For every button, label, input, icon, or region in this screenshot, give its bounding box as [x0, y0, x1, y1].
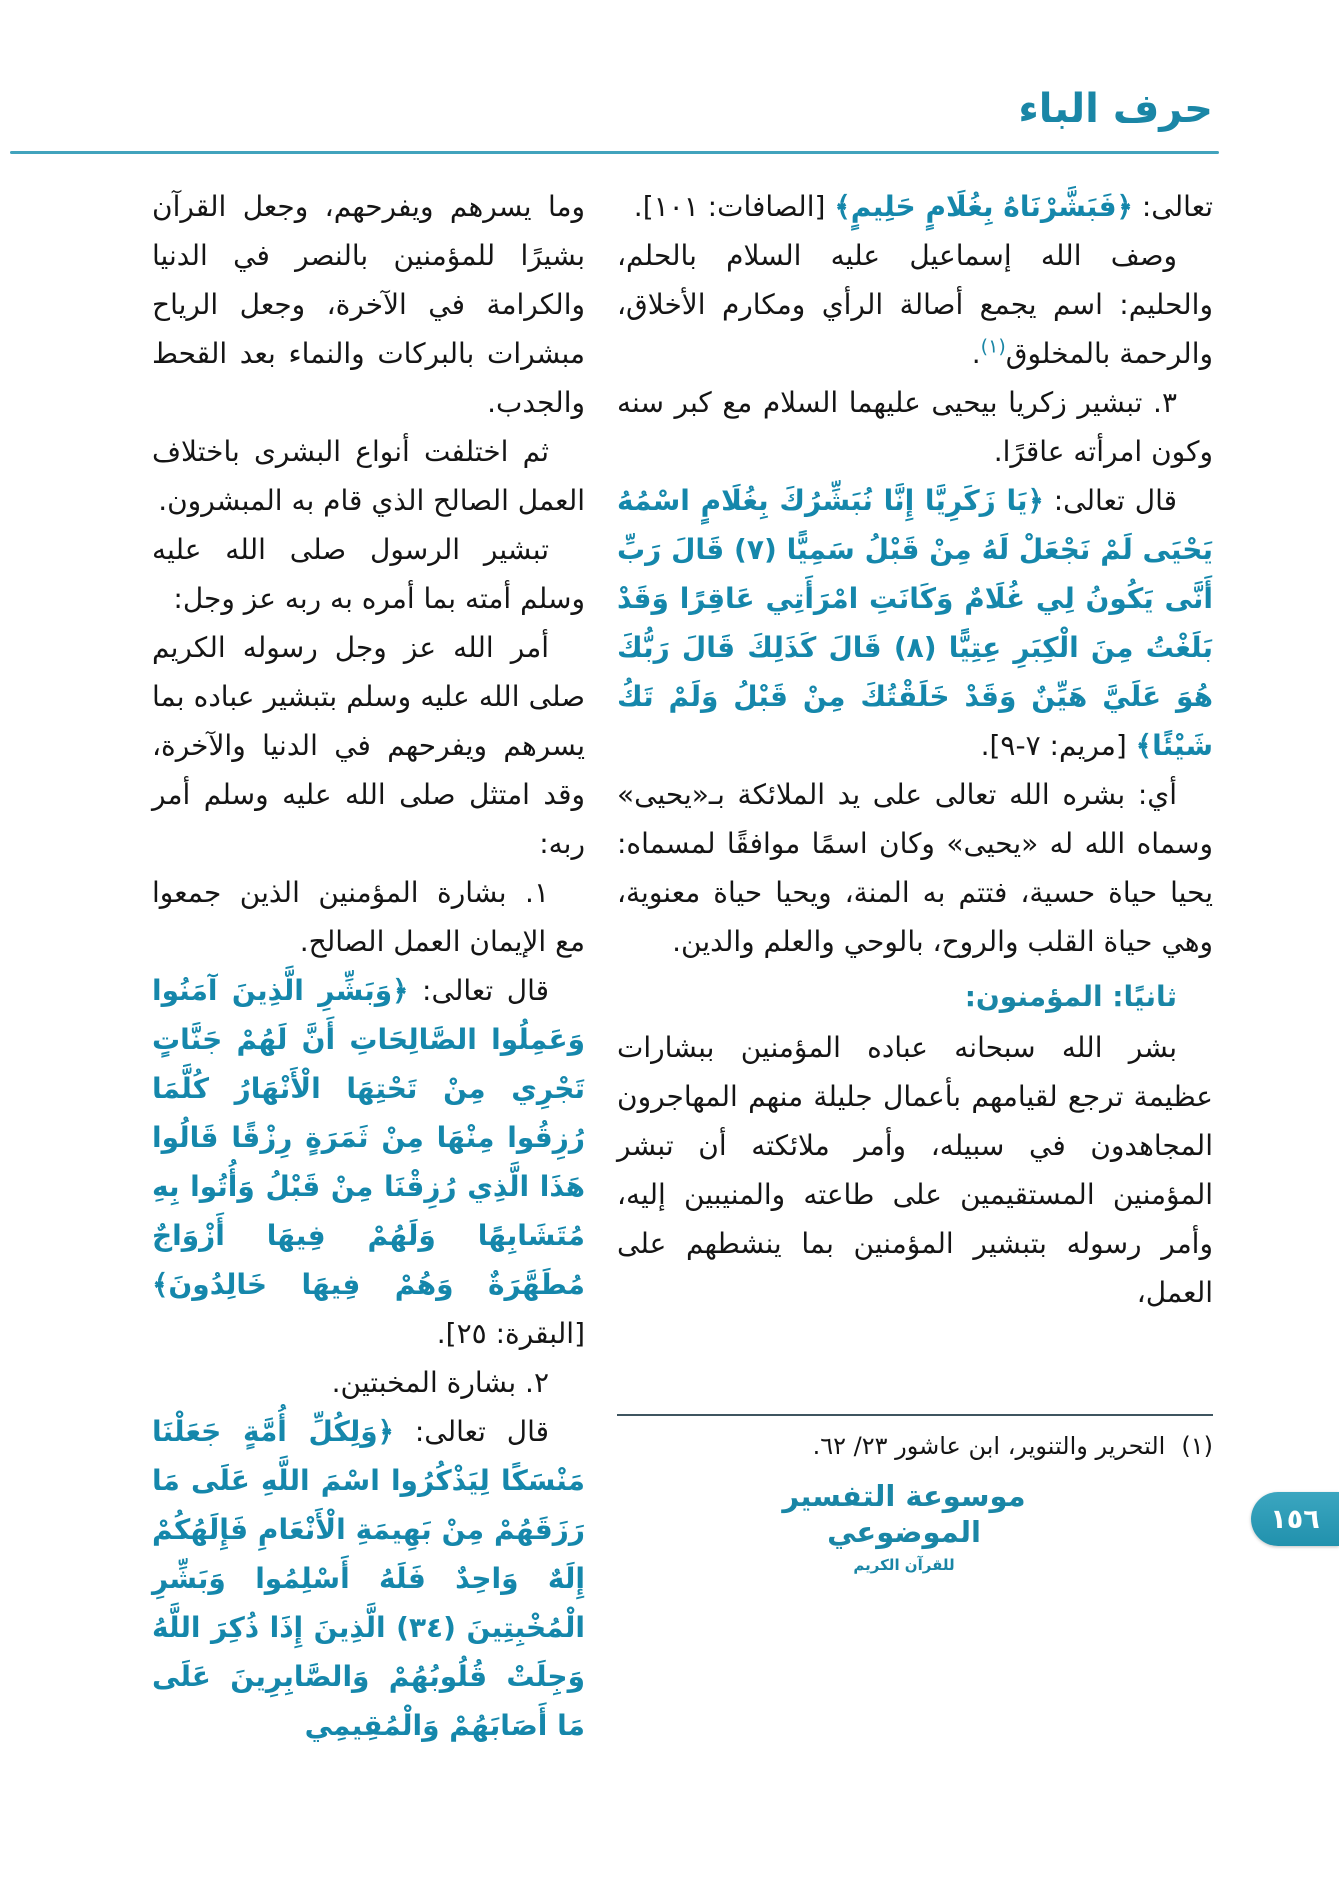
quran-verse: ﴿يَا زَكَرِيَّا إِنَّا نُبَشِّرُكَ بِغُلَامٍ اسْمُهُ يَحْيَى لَمْ نَجْعَلْ لَهُ مِنْ قَبْلُ سَمِيًّا (٧) قَالَ رَبِّ أَنَّى يَكُونُ لِي غُلَامٌ وَكَانَتِ امْرَأَتِي عَاقِرًا وَقَدْ بَلَغْتُ مِنَ الْكِبَرِ عِتِيًّا (٨) قَالَ كَذَلِكَ قَالَ رَبُّكَ هُوَ عَلَيَّ هَيِّنٌ وَقَدْ خَلَقْتُكَ مِنْ قَبْلُ وَلَمْ تَكُ شَيْئًا﴾: [617, 484, 1213, 762]
numbered-item: [152, 868, 585, 966]
body-text: ٢. بشارة المخبتين.: [331, 1366, 549, 1399]
footnote-text: التحرير والتنوير، ابن عاشور ٢٣/ ٦٢.: [812, 1432, 1166, 1460]
paragraph: [152, 525, 585, 623]
body-text: ١. بشارة المؤمنين الذين جمعوا مع الإيمان العمل الصالح.: [152, 876, 585, 958]
quran-verse: ﴿فَبَشَّرْنَاهُ بِغُلَامٍ حَلِيمٍ﴾: [834, 190, 1133, 223]
body-text: وما يسرهم ويفرحهم، وجعل القرآن بشيرًا للمؤمنين بالنصر في الدنيا والكرامة في الآخرة، وجعل الرياح مبشرات بالبركات والنماء بعد القحط والجدب.: [152, 190, 585, 419]
paragraph: [617, 770, 1213, 966]
numbered-item: [152, 1358, 585, 1407]
paragraph: [617, 231, 1213, 378]
page-number-badge: [1251, 1492, 1339, 1546]
paragraph: [152, 427, 585, 525]
body-text: ٣. تبشير زكريا بيحيى عليهما السلام مع كبر سنه وكون امرأته عاقرًا.: [617, 386, 1213, 468]
body-text: تعالى:: [1132, 190, 1213, 223]
logo-subtitle: للقرآن الكريم: [853, 1555, 955, 1574]
body-text: وصف الله إسماعيل عليه السلام بالحلم، والحليم: اسم يجمع أصالة الرأي ومكارم الأخلاق، والرحمة بالمخلوق: [617, 239, 1213, 370]
paragraph: [152, 182, 585, 427]
paragraph: [617, 182, 1213, 231]
body-text: تبشير الرسول صلى الله عليه وسلم أمته بما أمره به ربه عز وجل:: [152, 533, 585, 615]
quran-verse: ﴿وَبَشِّرِ الَّذِينَ آمَنُوا وَعَمِلُوا الصَّالِحَاتِ أَنَّ لَهُمْ جَنَّاتٍ تَجْرِي مِنْ تَحْتِهَا الْأَنْهَارُ كُلَّمَا رُزِقُوا مِنْهَا مِنْ ثَمَرَةٍ رِزْقًا قَالُوا هَذَا الَّذِي رُزِقْنَا مِنْ قَبْلُ وَأُتُوا بِهِ مُتَشَابِهًا وَلَهُمْ فِيهَا أَزْوَاجٌ مُطَهَّرَةٌ وَهُمْ فِيهَا خَالِدُونَ﴾: [152, 974, 585, 1301]
footnote-ref: (١): [980, 335, 1006, 358]
body-text: .: [971, 337, 981, 370]
quran-verse: ﴿وَلِكُلِّ أُمَّةٍ جَعَلْنَا مَنْسَكًا لِيَذْكُرُوا اسْمَ اللَّهِ عَلَى مَا رَزَقَهُمْ مِنْ بَهِيمَةِ الْأَنْعَامِ فَإِلَهُكُمْ إِلَهٌ وَاحِدٌ فَلَهُ أَسْلِمُوا وَبَشِّرِ الْمُخْبِتِينَ (٣٤) الَّذِينَ إِذَا ذُكِرَ اللَّهُ وَجِلَتْ قُلُوبُهُمْ وَالصَّابِرِينَ عَلَى مَا أَصَابَهُمْ وَالْمُقِيمِي: [152, 1415, 586, 1742]
body-text: قال تعالى:: [1043, 484, 1177, 517]
verse-paragraph: [152, 966, 585, 1358]
body-text: ثم اختلفت أنواع البشرى باختلاف العمل الصالح الذي قام به المبشرون.: [152, 435, 585, 517]
body-text: قال تعالى:: [408, 974, 549, 1007]
publisher-logo: [779, 1478, 1029, 1574]
header-divider: [10, 151, 1219, 154]
right-column: [617, 182, 1213, 1414]
verse-paragraph: [152, 1407, 585, 1750]
logo-title: موسوعة التفسير الموضوعي: [782, 1479, 1026, 1550]
footnote: [617, 1414, 1213, 1464]
body-text: أمر الله عز وجل رسوله الكريم صلى الله عليه وسلم بتبشير عباده بما يسرهم ويفرحهم في الدنيا والآخرة، وقد امتثل صلى الله عليه وسلم أمر ربه:: [152, 631, 585, 860]
chapter-title: حرف الباء: [1018, 86, 1213, 132]
body-text: أي: بشره الله تعالى على يد الملائكة بـ«يحيى» وسماه الله له «يحيى» وكان اسمًا موافقًا لمسماه: يحيا حياة حسية، فتتم به المنة، ويحيا حياة معنوية، وهي حياة القلب والروح، بالوحي والعلم والدين.: [617, 778, 1213, 958]
page-number: ١٥٦: [1270, 1503, 1320, 1535]
section-heading: [617, 972, 1213, 1021]
left-column: [152, 182, 586, 1742]
body-text: قال تعالى:: [394, 1415, 549, 1448]
body-text: [البقرة: ٢٥].: [436, 1317, 585, 1350]
paragraph: [152, 623, 585, 868]
body-text: بشر الله سبحانه عباده المؤمنين ببشارات عظيمة ترجع لقيامهم بأعمال جليلة منهم المهاجرون المجاهدون في سبيله، وأمر ملائكته أن تبشر المؤمنين المستقيمين على طاعته والمنيبين إليه، وأمر رسوله بتبشير المؤمنين بما ينشطهم على العمل،: [617, 1031, 1213, 1309]
body-text: [مريم: ٧-٩].: [980, 729, 1136, 762]
verse-paragraph: [617, 476, 1213, 770]
body-text: [الصافات: ١٠١].: [633, 190, 835, 223]
paragraph: [617, 1023, 1213, 1317]
heading-text: ثانيًا: المؤمنون:: [964, 980, 1177, 1013]
footnote-marker: (١): [1181, 1432, 1213, 1460]
numbered-item: [617, 378, 1213, 476]
